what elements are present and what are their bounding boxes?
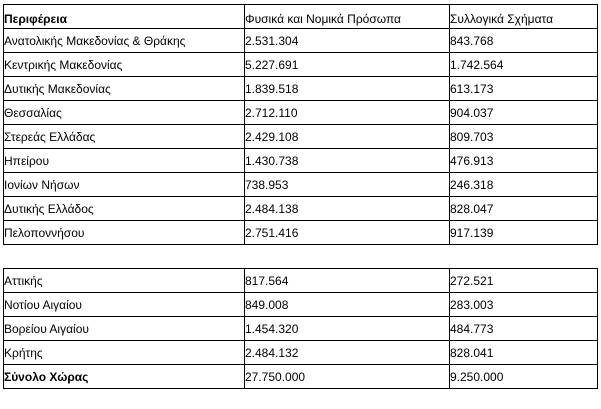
table-row xyxy=(4,29,598,53)
cell-collective: 476.913 xyxy=(450,149,598,173)
cell-collective: 904.037 xyxy=(450,101,598,125)
table-row xyxy=(4,173,598,197)
cell-collective: 283.003 xyxy=(450,293,598,317)
table-row xyxy=(4,53,598,77)
cell-region: Νοτίου Αιγαίου xyxy=(4,293,245,317)
cell-region: Στερεάς Ελλάδας xyxy=(4,125,245,149)
table-row xyxy=(4,269,598,293)
cell-collective: 828.041 xyxy=(450,341,598,365)
cell-collective: 917.139 xyxy=(450,221,598,245)
total-row xyxy=(4,365,598,389)
cell-collective: 272.521 xyxy=(450,269,598,293)
cell-persons: 2.484.132 xyxy=(245,341,450,365)
cell-region: Δυτικής Μακεδονίας xyxy=(4,77,245,101)
table-row xyxy=(4,221,598,245)
cell-collective: 1.742.564 xyxy=(450,53,598,77)
cell-region: Πελοποννήσου xyxy=(4,221,245,245)
cell-region: Ιονίων Νήσων xyxy=(4,173,245,197)
cell-collective: 484.773 xyxy=(450,317,598,341)
header-collective: Συλλογικά Σχήματα xyxy=(450,5,598,29)
table-row xyxy=(4,125,598,149)
table-row xyxy=(4,77,598,101)
cell-persons: 2.712.110 xyxy=(245,101,450,125)
table-row xyxy=(4,101,598,125)
cell-persons: 738.953 xyxy=(245,173,450,197)
header-persons: Φυσικά και Νομικά Πρόσωπα xyxy=(245,5,450,29)
cell-region: Αττικής xyxy=(4,269,245,293)
table-header-row xyxy=(4,5,598,29)
header-region: Περιφέρεια xyxy=(4,5,245,29)
cell-region: Δυτικής Ελλάδος xyxy=(4,197,245,221)
table-row xyxy=(4,197,598,221)
table-row xyxy=(4,149,598,173)
cell-region: Ηπείρου xyxy=(4,149,245,173)
regions-table-bottom xyxy=(3,268,598,389)
cell-persons: 849.008 xyxy=(245,293,450,317)
table-row xyxy=(4,293,598,317)
cell-region: Ανατολικής Μακεδονίας & Θράκης xyxy=(4,29,245,53)
regions-table-top xyxy=(3,4,598,245)
cell-region: Βορείου Αιγαίου xyxy=(4,317,245,341)
table-row xyxy=(4,341,598,365)
cell-region: Κρήτης xyxy=(4,341,245,365)
cell-persons: 817.564 xyxy=(245,269,450,293)
table-row xyxy=(4,317,598,341)
cell-persons: 1.839.518 xyxy=(245,77,450,101)
cell-persons: 1.454.320 xyxy=(245,317,450,341)
cell-region: Σύνολο Χώρας xyxy=(4,365,245,389)
cell-persons: 2.484.138 xyxy=(245,197,450,221)
cell-persons: 2.531.304 xyxy=(245,29,450,53)
cell-collective: 613.173 xyxy=(450,77,598,101)
cell-persons: 1.430.738 xyxy=(245,149,450,173)
cell-persons: 5.227.691 xyxy=(245,53,450,77)
cell-collective: 843.768 xyxy=(450,29,598,53)
cell-persons: 2.429.108 xyxy=(245,125,450,149)
cell-collective: 828.047 xyxy=(450,197,598,221)
cell-persons: 2.751.416 xyxy=(245,221,450,245)
cell-collective: 9.250.000 xyxy=(450,365,598,389)
cell-collective: 246.318 xyxy=(450,173,598,197)
cell-region: Θεσσαλίας xyxy=(4,101,245,125)
cell-region: Κεντρικής Μακεδονίας xyxy=(4,53,245,77)
cell-persons: 27.750.000 xyxy=(245,365,450,389)
cell-collective: 809.703 xyxy=(450,125,598,149)
